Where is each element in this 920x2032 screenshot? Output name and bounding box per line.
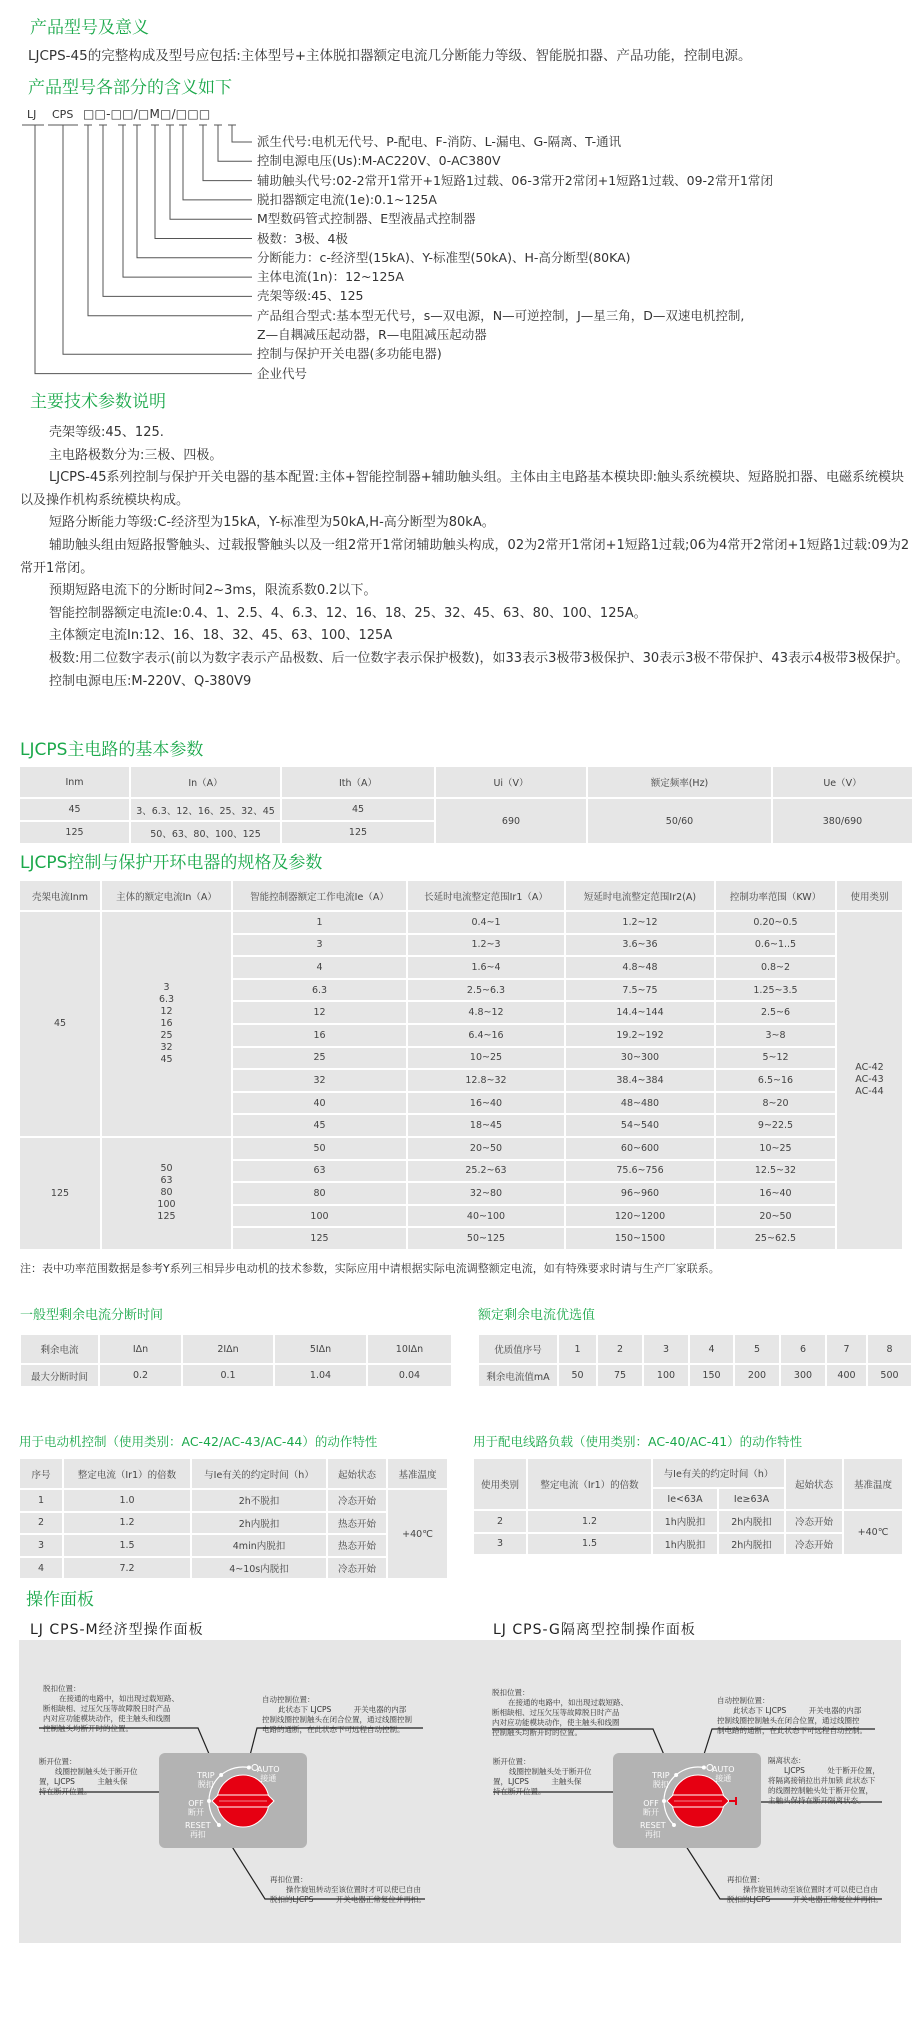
section-title-distribution: 用于配电线路负载（使用类别：AC-40/AC-41）的动作特性 — [473, 1434, 803, 1449]
leader-line — [170, 125, 252, 219]
table-cell: 2 — [597, 1334, 643, 1364]
header-cell: 智能控制器额定工作电流Ie（A） — [232, 880, 407, 911]
leader-line — [218, 125, 252, 161]
annotation-line: 脱扣的LJCPS 开关电器正常复位并再扣。 — [727, 1895, 883, 1904]
annotation-line: 的线圈控制触头处于断开位置， — [768, 1786, 873, 1795]
cell-ir2: 38.4~384 — [565, 1069, 715, 1092]
motor-characteristics-table — [18, 1457, 449, 1580]
table-cell: 冷态开始 — [785, 1533, 843, 1556]
cell-ir2: 4.8~48 — [565, 956, 715, 979]
table-cell: 1.2 — [63, 1512, 191, 1535]
header-cell: 短延时电流整定范围Ir2(A) — [565, 880, 715, 911]
table-cell: 300 — [780, 1364, 826, 1387]
cell-ir1: 25.2~63 — [407, 1160, 565, 1183]
annotation-line: 置，LJCPS 主触头保 — [493, 1777, 582, 1786]
table-cell: 3 — [643, 1334, 689, 1364]
dial-label-off-cn: 断开 — [188, 1808, 204, 1817]
annotation-line: 制电路的通断，在此状态下可远程自动控制。 — [717, 1726, 867, 1735]
cell-ir1: 18~45 — [407, 1114, 565, 1137]
row-label: 剩余电流值mA — [478, 1364, 558, 1387]
annotation-line: 控制线圈控制触头在闭合位置，通过线圈控制 — [262, 1715, 412, 1724]
cell-ie: 32 — [232, 1069, 407, 1092]
table-cell: 2IΔn — [182, 1334, 274, 1364]
cell-ie: 100 — [232, 1205, 407, 1228]
header-cell: 起始状态 — [327, 1458, 387, 1489]
table-cell: 1 — [558, 1334, 597, 1364]
dial-label-auto-cn: 接通 — [260, 1774, 277, 1783]
annotation-line: 此状态下 LJCPS 开关电器的内部 — [733, 1706, 862, 1715]
section-title-spec: LJCPS控制与保护开环电器的规格及参数 — [20, 853, 323, 873]
table-header-row — [19, 766, 913, 798]
model-code-item: M型数码管式控制器、E型液晶式控制器 — [257, 211, 476, 227]
header-cell: 壳架电流Inm — [19, 880, 101, 911]
table-cell: 400 — [826, 1364, 867, 1387]
cell-power: 16~40 — [715, 1182, 836, 1205]
annotation-line: 持在断开位置。 — [39, 1787, 92, 1796]
annotation-line: 线圈控制触头处于断开位 — [55, 1767, 138, 1776]
header-cell: 控制功率范围（KW） — [715, 880, 836, 911]
row-label: 优质值序号 — [478, 1334, 558, 1364]
annotation-line: 操作旋钮转动至该位置时才可以使已自由 — [743, 1885, 878, 1894]
table-cell: 6 — [780, 1334, 826, 1364]
cell-rated-current: 50 63 80 100 125 — [101, 1137, 232, 1250]
table-cell: 2 — [473, 1510, 527, 1533]
header-cell: Inm — [19, 766, 130, 798]
annotation-line: 控制触头均断开时的位置。 — [43, 1724, 133, 1733]
table-cell: 2h内脱扣 — [191, 1512, 327, 1535]
annotation-line: 脱扣位置： — [43, 1684, 81, 1693]
annotation-line: 脱扣位置： — [492, 1688, 530, 1697]
table-cell: 100 — [643, 1364, 689, 1387]
table-cell: 3 — [473, 1533, 527, 1556]
model-code-item: 企业代号 — [257, 365, 308, 381]
cell-ie: 63 — [232, 1160, 407, 1183]
tech-param-paragraph: 控制电源电压:M-220V、Q-380V9 — [49, 673, 252, 689]
table-cell: 7.2 — [63, 1557, 191, 1580]
tech-param-paragraph: 主体额定电流In:12、16、18、32、45、63、100、125A — [49, 628, 393, 644]
cell-ith: 45 — [281, 798, 435, 821]
header-cell: 整定电流（Ir1）的倍数 — [527, 1458, 652, 1510]
table-cell: 50 — [558, 1364, 597, 1387]
annotation-line: 置，LJCPS 主触头保 — [39, 1777, 128, 1786]
table-cell: 1.04 — [274, 1364, 367, 1387]
cell-ir1: 20~50 — [407, 1137, 565, 1160]
annotation-line: 脱扣的LJCPS 开关电器正常复位并再扣。 — [270, 1895, 426, 1904]
annotation-line: 断相缺相、过压欠压等故障脱日时产品 — [43, 1704, 171, 1713]
row-label: 最大分断时间 — [20, 1364, 99, 1387]
table-cell: 1.0 — [63, 1489, 191, 1512]
annotation-line: 断相缺相、过压欠压等故障脱日时产品 — [492, 1708, 620, 1717]
cell-power: 3~8 — [715, 1024, 836, 1047]
header-cell: 与Ie有关的约定时间（h） — [191, 1458, 327, 1489]
annotation-line: 自动控制位置： — [262, 1695, 315, 1704]
dial-label-reset-en: RESET — [640, 1821, 666, 1830]
cell-ir2: 54~540 — [565, 1114, 715, 1137]
cell-power: 0.20~0.5 — [715, 911, 836, 934]
annotation-line: 内对应功能模块动作，使主触头和线圈 — [43, 1714, 171, 1723]
table-cell: 2h内脱扣 — [718, 1510, 785, 1533]
dial-label-reset-cn: 再扣 — [189, 1830, 206, 1839]
table-cell: 5 — [734, 1334, 780, 1364]
leader-line — [103, 125, 252, 296]
header-cell: 使用类别 — [473, 1458, 527, 1510]
dial-label-auto — [712, 1765, 735, 1783]
annotation-line: 在接通的电路中，如出现过载短路、 — [59, 1694, 179, 1703]
cell-ie: 50 — [232, 1137, 407, 1160]
model-code-item: 分断能力：c-经济型(15kA)、Y-标准型(50kA)、H-高分断型(80KA) — [257, 249, 631, 265]
annotation-line: 内对应功能模块动作，使主触头和线圈 — [492, 1718, 620, 1727]
table-cell: 1.2 — [527, 1510, 652, 1533]
dial-label-off-en: OFF — [643, 1799, 659, 1808]
position-dot — [674, 1773, 678, 1777]
cell-ir2: 48~480 — [565, 1092, 715, 1115]
header-cell: 整定电流（Ir1）的倍数 — [63, 1458, 191, 1489]
header-cell: 主体的额定电流In（A） — [101, 880, 232, 911]
model-code-item: 脱扣器额定电流(1e):0.1~125A — [257, 191, 437, 207]
leader-line — [232, 125, 252, 142]
tech-param-paragraph: 主电路极数分为:三极、四极。 — [49, 447, 223, 463]
table-header-row — [473, 1458, 903, 1488]
annotation-line: 电路的通断，在此状态下可远程自动控制。 — [262, 1725, 405, 1734]
cell-rated-current: 3 6.3 12 16 25 32 45 — [101, 911, 232, 1137]
position-dot — [702, 1766, 706, 1770]
cell-ir1: 16~40 — [407, 1092, 565, 1115]
model-code-leader-lines — [0, 0, 270, 400]
cell-ir1: 2.5~6.3 — [407, 979, 565, 1002]
annotation-line: 断开位置： — [493, 1757, 531, 1766]
annotation-line: 控制线圈控制触头在闭合位置，通过线圈控 — [717, 1716, 860, 1725]
section-title-tech-params: 主要技术参数说明 — [30, 392, 166, 412]
annotation-line: 将隔离接销拉出并加锁 此状态下 — [768, 1776, 876, 1785]
dial-label-reset-cn: 再扣 — [644, 1830, 661, 1839]
cell-ie: 125 — [232, 1227, 407, 1250]
cell-ie: 4 — [232, 956, 407, 979]
table-cell: 热态开始 — [327, 1534, 387, 1557]
table-cell: 10IΔn — [367, 1334, 452, 1364]
annotation-line: 在接通的电路中，如出现过载短路、 — [508, 1698, 628, 1707]
cell-ie: 1 — [232, 911, 407, 934]
model-code-prefix: LJ — [27, 108, 37, 121]
table-row — [20, 1334, 452, 1364]
table-cell: 冷态开始 — [785, 1510, 843, 1533]
position-dot — [662, 1799, 666, 1803]
leader-line — [137, 125, 252, 258]
cell-reference-temperature: +40℃ — [387, 1489, 448, 1579]
annotation-line: 自动控制位置： — [717, 1696, 770, 1705]
header-cell: 与Ie有关的约定时间（h） — [652, 1458, 785, 1488]
section-title-residual-pref: 额定剩余电流优选值 — [478, 1308, 596, 1323]
table-cell: 4min内脱扣 — [191, 1534, 327, 1557]
dial-label-off-en: OFF — [188, 1799, 204, 1808]
cell-ir1: 6.4~16 — [407, 1024, 565, 1047]
cell-power: 20~50 — [715, 1205, 836, 1228]
table-cell: 0.2 — [99, 1364, 182, 1387]
header-cell: 基准温度 — [843, 1458, 903, 1510]
header-cell: 长延时电流整定范围Ir1（A） — [407, 880, 565, 911]
table-cell: 0.04 — [367, 1364, 452, 1387]
dial-label-off — [643, 1799, 659, 1817]
table-cell: 2h不脱扣 — [191, 1489, 327, 1512]
model-code-item: 产品组合型式:基本型无代号，s—双电源，N—可逆控制，J—星三角，D—双速电机控制, — [257, 307, 745, 323]
operation-panel-illustration — [19, 1640, 901, 1943]
model-code-series: CPS — [52, 108, 74, 121]
cell-ie: 25 — [232, 1047, 407, 1070]
annotation-line: LJCPS 处于断开位置， — [784, 1766, 880, 1775]
dial-label-off-cn: 断开 — [643, 1808, 659, 1817]
header-cell: Ith（A） — [281, 766, 435, 798]
dial-label-trip-cn: 脱扣 — [652, 1780, 669, 1789]
header-cell: 使用类别 — [836, 880, 903, 911]
dial-label-auto-cn: 接通 — [715, 1774, 732, 1783]
model-code-item: Z—自耦减压起动器，R—电阻减压起动器 — [257, 327, 487, 342]
cell-frame-current: 45 — [19, 911, 101, 1137]
row-label: 剩余电流 — [20, 1334, 99, 1364]
table-row — [473, 1533, 903, 1556]
cell-ie: 6.3 — [232, 979, 407, 1002]
table-cell: 4 — [689, 1334, 734, 1364]
table-cell: 4 — [19, 1557, 63, 1580]
header-cell: 额定频率(Hz) — [587, 766, 772, 798]
cell-power: 0.8~2 — [715, 956, 836, 979]
table-cell: 1h内脱扣 — [652, 1533, 718, 1556]
table-row — [19, 1137, 903, 1160]
cell-power: 12.5~32 — [715, 1160, 836, 1183]
table-cell: 5IΔn — [274, 1334, 367, 1364]
table-row — [19, 1489, 448, 1512]
cell-ir2: 1.2~12 — [565, 911, 715, 934]
cell-ie: 80 — [232, 1182, 407, 1205]
cell-frame-current: 125 — [19, 1137, 101, 1250]
cell-ie: 45 — [232, 1114, 407, 1137]
table-row — [19, 911, 903, 934]
tech-param-paragraph: 预期短路电流下的分断时间2~3ms，限流系数0.2以下。 — [49, 583, 377, 599]
cell-inm: 125 — [19, 821, 130, 844]
table-cell: 2h内脱扣 — [718, 1533, 785, 1556]
cell-ie: 3 — [232, 934, 407, 957]
cell-ir1: 50~125 — [407, 1227, 565, 1250]
annotation-line: 控制触头均断开时的位置。 — [492, 1728, 582, 1737]
table-row — [473, 1510, 903, 1533]
section-title-main-circuit: LJCPS主电路的基本参数 — [20, 740, 204, 760]
table-header-row — [19, 1458, 448, 1489]
cell-ir2: 7.5~75 — [565, 979, 715, 1002]
table-cell: 1h内脱扣 — [652, 1510, 718, 1533]
annotation-line: 断开位置： — [39, 1757, 77, 1766]
cell-ir1: 32~80 — [407, 1182, 565, 1205]
annotation-line: 持在断开位置。 — [493, 1787, 546, 1796]
header-cell: In（A） — [130, 766, 281, 798]
tech-param-paragraph: 智能控制器额定电流Ie:0.4、1、2.5、4、6.3、12、16、18、25、32、45、63、80、100、125A。 — [49, 605, 647, 621]
residual-pref-table — [477, 1333, 913, 1388]
header-cell: 基准温度 — [387, 1458, 448, 1489]
cell-in: 50、63、80、100、125 — [130, 821, 281, 844]
dial-label-reset — [640, 1821, 666, 1839]
dial-label-trip-en: TRIP — [197, 1771, 215, 1780]
table-cell: 7 — [826, 1334, 867, 1364]
cell-frequency: 50/60 — [587, 798, 772, 844]
table-cell: 500 — [867, 1364, 912, 1387]
cell-ir2: 120~1200 — [565, 1205, 715, 1228]
cell-power: 25~62.5 — [715, 1227, 836, 1250]
model-code-item: 派生代号:电机无代号、P-配电、F-消防、L-漏电、G-隔离、T-通讯 — [257, 134, 622, 149]
cell-power: 10~25 — [715, 1137, 836, 1160]
subheader-cell: Ie<63A — [652, 1488, 718, 1510]
dial-label-auto-en: AUTO — [712, 1765, 735, 1774]
panel-title-g: LJ CPS-G隔离型控制操作面板 — [493, 1622, 696, 1638]
leader-line — [63, 125, 252, 354]
cell-ir1: 1.2~3 — [407, 934, 565, 957]
cell-ir2: 3.6~36 — [565, 934, 715, 957]
tech-params-list — [20, 422, 912, 693]
table-cell: 1.5 — [63, 1534, 191, 1557]
table-cell: IΔn — [99, 1334, 182, 1364]
section-title-residual-time: 一般型剩余电流分断时间 — [20, 1308, 164, 1323]
table-row — [478, 1334, 912, 1364]
cell-ir2: 60~600 — [565, 1137, 715, 1160]
dial-label-trip — [652, 1771, 670, 1789]
cell-ir2: 19.2~192 — [565, 1024, 715, 1047]
table-row — [19, 1557, 448, 1580]
annotation-line: 此状态下 LJCPS 开关电器的内部 — [278, 1705, 407, 1714]
model-code-boxes: □□-□□/□M□/□□□ — [83, 107, 211, 121]
cell-ie: 12 — [232, 1001, 407, 1024]
section-title-panels: 操作面板 — [26, 1590, 94, 1610]
cell-reference-temperature: +40℃ — [843, 1510, 903, 1555]
spec-table — [18, 879, 904, 1251]
leader-line — [123, 125, 252, 277]
tech-param-paragraph: 壳架等级:45、125. — [49, 425, 164, 440]
cell-ir1: 10~25 — [407, 1047, 565, 1070]
table-cell: 0.1 — [182, 1364, 274, 1387]
model-code-item: 壳架等级:45、125 — [257, 288, 364, 304]
cell-ir1: 12.8~32 — [407, 1069, 565, 1092]
annotation-line: 线圈控制触头处于断开位 — [509, 1767, 592, 1776]
cell-ir1: 1.6~4 — [407, 956, 565, 979]
table-cell: 200 — [734, 1364, 780, 1387]
tech-param-paragraph: LJCPS-45系列控制与保护开关电器的基本配置:主体+智能控制器+辅助触头组。主体由主电路基本模块即:触头系统模块、短路脱扣器、电磁系统模块以及操作机构系统模块构成。 — [20, 470, 905, 508]
annotation-line: 主触头保持在断开隔离状态。 — [768, 1796, 866, 1805]
dial-label-trip-cn: 脱扣 — [197, 1780, 214, 1789]
residual-time-table — [19, 1333, 453, 1388]
leader-line — [203, 125, 252, 181]
cell-ir2: 96~960 — [565, 1182, 715, 1205]
cell-ue: 380/690 — [772, 798, 913, 844]
cell-power: 6.5~16 — [715, 1069, 836, 1092]
position-dot — [672, 1823, 676, 1827]
dial-label-reset-en: RESET — [185, 1821, 211, 1830]
cell-ir1: 40~100 — [407, 1205, 565, 1228]
section-title-motor: 用于电动机控制（使用类别：AC-42/AC-43/AC-44）的动作特性 — [19, 1434, 378, 1449]
section-title-model-parts: 产品型号各部分的含义如下 — [28, 78, 232, 98]
table-cell: 150 — [689, 1364, 734, 1387]
table-cell: 1.5 — [527, 1533, 652, 1556]
cell-power: 0.6~1..5 — [715, 934, 836, 957]
tech-param-paragraph: 辅助触头组由短路报警触头、过载报警触头以及一组2常开1常闭辅助触头构成，02为2常开1常闭+1短路1过载;06为4常开2常闭+1短路1过载:09为2常开1常闭。 — [20, 537, 910, 576]
leader-line — [35, 125, 252, 374]
table-row — [19, 1534, 448, 1557]
subheader-cell: Ie≥63A — [718, 1488, 785, 1510]
model-code-item: 主体电流(1n)：12~125A — [257, 269, 404, 285]
cell-ie: 16 — [232, 1024, 407, 1047]
header-cell: 起始状态 — [785, 1458, 843, 1510]
model-code-item: 控制电源电压(Us):M-AC220V、0-AC380V — [257, 153, 501, 169]
table-row — [19, 1512, 448, 1535]
cell-in: 3、6.3、12、16、25、32、45 — [130, 798, 281, 821]
model-code-item: 控制与保护开关电器(多功能电器) — [257, 346, 442, 362]
dial-label-trip-en: TRIP — [652, 1771, 670, 1780]
header-cell: 序号 — [19, 1458, 63, 1489]
table-cell: 冷态开始 — [327, 1489, 387, 1512]
cell-power: 8~20 — [715, 1092, 836, 1115]
table-cell: 2 — [19, 1512, 63, 1535]
cell-power: 5~12 — [715, 1047, 836, 1070]
table-cell: 1 — [19, 1489, 63, 1512]
cell-ie: 40 — [232, 1092, 407, 1115]
header-cell: Ui（V） — [435, 766, 587, 798]
tech-param-paragraph: 极数:用二位数字表示(前以为数字表示产品极数、后一位数字表示保护极数)，如33表示3极带3极保护、30表示3极不带保护、43表示4极带3极保护。 — [49, 650, 909, 666]
cell-ir1: 0.4~1 — [407, 911, 565, 934]
header-cell: Ue（V） — [772, 766, 913, 798]
panel-title-m: LJ CPS-M经济型操作面板 — [30, 1622, 204, 1638]
table-cell: 3 — [19, 1534, 63, 1557]
table-row — [19, 798, 913, 821]
model-code-item: 极数：3极、4极 — [257, 230, 348, 246]
annotation-line: 再扣位置： — [727, 1875, 765, 1884]
cell-inm: 45 — [19, 798, 130, 821]
table-header-row — [19, 880, 903, 911]
cell-power: 2.5~6 — [715, 1001, 836, 1024]
cell-ir2: 75.6~756 — [565, 1160, 715, 1183]
cell-ir2: 150~1500 — [565, 1227, 715, 1250]
cell-power: 1.25~3.5 — [715, 979, 836, 1002]
distribution-characteristics-table — [472, 1457, 904, 1556]
rotary-knob — [19, 1640, 901, 1943]
table-row — [20, 1364, 452, 1387]
cell-ir1: 4.8~12 — [407, 1001, 565, 1024]
model-code-item: 辅助触头代号:02-2常开1常开+1短路1过载、06-3常开2常闭+1短路1过载、09-2常开1常闭 — [257, 172, 773, 188]
cell-category: AC-42 AC-43 AC-44 — [836, 911, 903, 1250]
cell-power: 9~22.5 — [715, 1114, 836, 1137]
model-intro-text: LJCPS-45的完整构成及型号应包括:主体型号+主体脱扣器额定电流几分断能力等级、智能脱扣器、产品功能，控制电源。 — [28, 48, 752, 64]
table-cell: 热态开始 — [327, 1512, 387, 1535]
main-circuit-table — [18, 765, 914, 845]
section-title-model-meaning: 产品型号及意义 — [30, 18, 149, 38]
spec-note: 注：表中功率范围数据是参考Y系列三相异步电动机的技术参数，实际应用中请根据实际电流调整额定电流，如有特殊要求时请与生产厂家联系。 — [20, 1262, 720, 1275]
cell-ir2: 14.4~144 — [565, 1001, 715, 1024]
table-cell: 4~10s内脱扣 — [191, 1557, 327, 1580]
table-row — [478, 1364, 912, 1387]
table-cell: 75 — [597, 1364, 643, 1387]
cell-ith: 125 — [281, 821, 435, 844]
tech-param-paragraph: 短路分断能力等级:C-经济型为15kA，Y-标准型为50kA,H-高分断型为80kA。 — [49, 515, 495, 531]
cell-ir2: 30~300 — [565, 1047, 715, 1070]
annotation-line: 操作旋钮转动至该位置时才可以使已自由 — [286, 1885, 421, 1894]
cell-ui: 690 — [435, 798, 587, 844]
annotation-line: 再扣位置： — [270, 1875, 308, 1884]
dial-label-auto-en: AUTO — [257, 1765, 280, 1774]
table-cell: 8 — [867, 1334, 912, 1364]
table-cell: 冷态开始 — [327, 1557, 387, 1580]
annotation-line: 隔离状态： — [768, 1756, 806, 1765]
